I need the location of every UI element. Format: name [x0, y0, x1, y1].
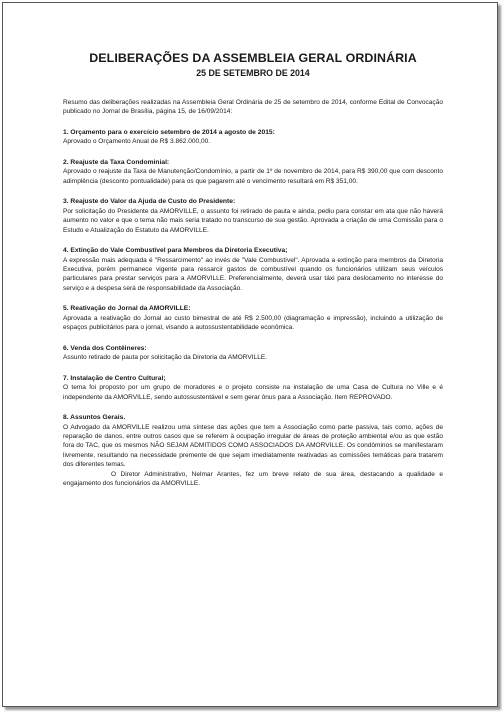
section-assuntos-gerais — [63, 413, 443, 488]
section-vale-combustivel — [63, 246, 443, 293]
section-centro-cultural — [63, 374, 443, 402]
section-text: O Advogado da AMORVILLE realizou uma síntese das ações que tem a Associação como parte passiva, tais como, ações de reparação de danos, entre outros casos que se referem à ocupação irregular de áreas de proteção ambiental e/ou as que estão fora do TAC, que os mesmos NÃO SEJAM ADMITIDOS COMO ASSOCIADOS DA AMORVILLE. Os condôminos se manifestaram livremente, resultando na necessidade premente de que sejam imediatamente reativadas as comissões temáticas para tratarem dos diferentes temas. — [63, 423, 443, 469]
section-text: A expressão mais adequada é "Ressarcimento" ao invés de "Vale Combustível". Aprovada a extinção para membros da Diretoria Executiva, porém permanece vigente para ressarcir gastos de combustível quando os funcionários utilizam seus veículos particulares para prestar serviços para a AMORVILLE. Preferencialmente, deverá usar táxi para deslocamento no interesse do serviço e a despesa será de responsabilidade da Associação. — [63, 256, 443, 292]
section-text: Assunto retirado de pauta por solicitação da Diretoria da AMORVILLE. — [63, 354, 268, 362]
section-heading: 7. Instalação de Centro Cultural; — [63, 374, 166, 382]
section-conteineres — [63, 344, 443, 363]
section-heading: 4. Extinção do Vale Combustível para Membros da Diretoria Executiva; — [63, 247, 288, 255]
intro-paragraph: Resumo das deliberações realizadas na Assembleia Geral Ordinária de 25 de setembro de 2014, conforme Edital de Convocação publicado no Jornal de Brasília, página 15, de 16/09/2014: — [63, 99, 443, 116]
section-reajuste-taxa — [63, 158, 443, 186]
document-body — [63, 51, 443, 489]
section-heading: 3. Reajuste do Valor da Ajuda de Custo do Presidente: — [63, 198, 236, 206]
document-page — [2, 2, 498, 707]
section-text: Aprovada a reativação do Jornal ao custo bimestral de até R$ 2.500,00 (diagramação e impressão), incluindo a utilização de espaços publicitários para o jornal, visando a autossustentabilidade econômica. — [63, 314, 443, 332]
section-ajuda-custo — [63, 197, 443, 235]
section-text: O tema foi proposto por um grupo de moradores e o projeto consiste na instalação de uma Casa de Cultura no Ville e é independente da AMORVILLE, sendo autossustentável e sem gerar ônus para a Associação. Item REPROVADO. — [63, 384, 443, 401]
section-text: O Diretor Administrativo, Nelmar Arantes, fez um breve relato de sua área, destacando a qualidade e engajamento dos funcionários da AMORVILLE. — [63, 470, 443, 488]
section-heading: 8. Assuntos Gerais. — [63, 414, 126, 422]
section-heading: 5. Reativação do Jornal da AMORVILLE: — [63, 305, 191, 313]
section-text: Por solicitação do Presidente da AMORVILLE, o assunto foi retirado de pauta e ainda, pediu para constar em ata que não haverá aumento no valor e que o tema não mais seria tratado no transcurso de sua gestão. Aprovada a criação de uma Comissão para o Estudo e Atualização do Estatuto da AMORVILLE. — [63, 207, 443, 234]
section-orcamento — [63, 128, 443, 147]
section-text: Aprovado o Orçamento Anual de R$ 3.862.000,00. — [63, 138, 211, 146]
section-text: Aprovado o reajuste da Taxa de Manutenção/Condomínio, a partir de 1º de novembro de 2014, para R$ 390,00 que com desconto adimplência (desconto pontualidade) para os que pagarem até o vencimento resultará em R$ 351,00. — [63, 168, 443, 185]
section-heading: 6. Venda dos Contêineres: — [63, 344, 147, 352]
section-heading: 1. Orçamento para o exercício setembro de 2014 a agosto de 2015: — [63, 128, 275, 136]
document-title: DELIBERAÇÕES DA ASSEMBLEIA GERAL ORDINÁRIA — [89, 51, 417, 65]
section-jornal — [63, 304, 443, 332]
section-heading: 2. Reajuste da Taxa Condominial: — [63, 158, 170, 166]
document-date: 25 DE SETEMBRO DE 2014 — [196, 68, 310, 78]
